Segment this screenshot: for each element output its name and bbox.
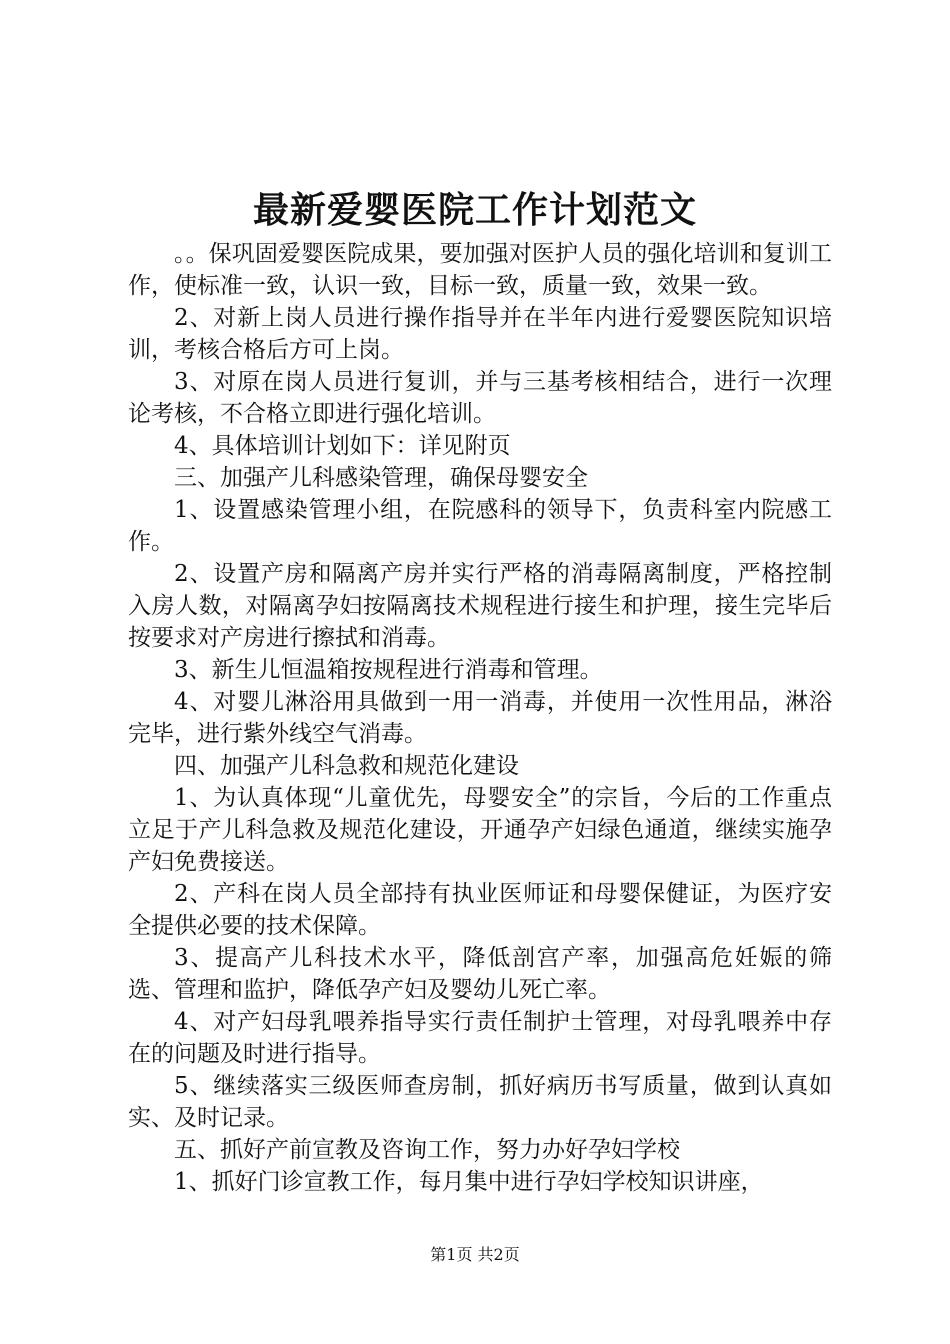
- section-heading: 四、加强产儿科急救和规范化建设: [174, 753, 519, 779]
- paragraph: 1、为认真体现“儿童优先，母婴安全”的宗旨，今后的工作重点立足于产儿科急救及规范化建设，开通孕产妇绿色通道，继续实施孕产妇免费接送。: [128, 785, 832, 875]
- section-heading: 三、加强产儿科感染管理，确保母婴安全: [174, 465, 588, 491]
- paragraph: 3、新生儿恒温箱按规程进行消毒和管理。: [174, 657, 603, 683]
- paragraph: 2、产科在岗人员全部持有执业医师证和母婴保健证，为医疗安全提供必要的技术保障。: [128, 881, 832, 939]
- document-title: 最新爱婴医院工作计划范文: [252, 189, 697, 231]
- paragraph: 4、对婴儿淋浴用具做到一用一消毒，并使用一次性用品，淋浴完毕，进行紫外线空气消毒。: [128, 689, 832, 747]
- paragraph: 1、设置感染管理小组，在院感科的领导下，负责科室内院感工作。: [128, 497, 832, 555]
- document-body: [128, 238, 832, 1198]
- paragraph: 3、提高产儿科技术水平，降低剖宫产率，加强高危妊娠的筛选、管理和监护，降低孕产妇及婴幼儿死亡率。: [128, 945, 832, 1003]
- paragraph: 4、具体培训计划如下：详见附页: [174, 433, 511, 459]
- page-footer: 第1页 共2页: [430, 1245, 520, 1264]
- paragraph: 4、对产妇母乳喂养指导实行责任制护士管理，对母乳喂养中存在的问题及时进行指导。: [128, 1009, 832, 1067]
- section-heading: 五、抓好产前宣教及咨询工作，努力办好孕妇学校: [174, 1137, 680, 1163]
- paragraph: 。。保巩固爱婴医院成果，要加强对医护人员的强化培训和复训工作，使标准一致，认识一致，目标一致，质量一致，效果一致。: [128, 241, 832, 299]
- paragraph: 5、继续落实三级医师查房制，抓好病历书写质量，做到认真如实、及时记录。: [128, 1073, 832, 1131]
- paragraph: 2、对新上岗人员进行操作指导并在半年内进行爱婴医院知识培训，考核合格后方可上岗。: [128, 305, 832, 363]
- paragraph: 1、抓好门诊宣教工作，每月集中进行孕妇学校知识讲座，: [174, 1169, 764, 1195]
- paragraph: 3、对原在岗人员进行复训，并与三基考核相结合，进行一次理论考核，不合格立即进行强化培训。: [128, 369, 832, 427]
- paragraph: 2、设置产房和隔离产房并实行严格的消毒隔离制度，严格控制入房人数，对隔离孕妇按隔离技术规程进行接生和护理，接生完毕后按要求对产房进行擦拭和消毒。: [128, 561, 832, 651]
